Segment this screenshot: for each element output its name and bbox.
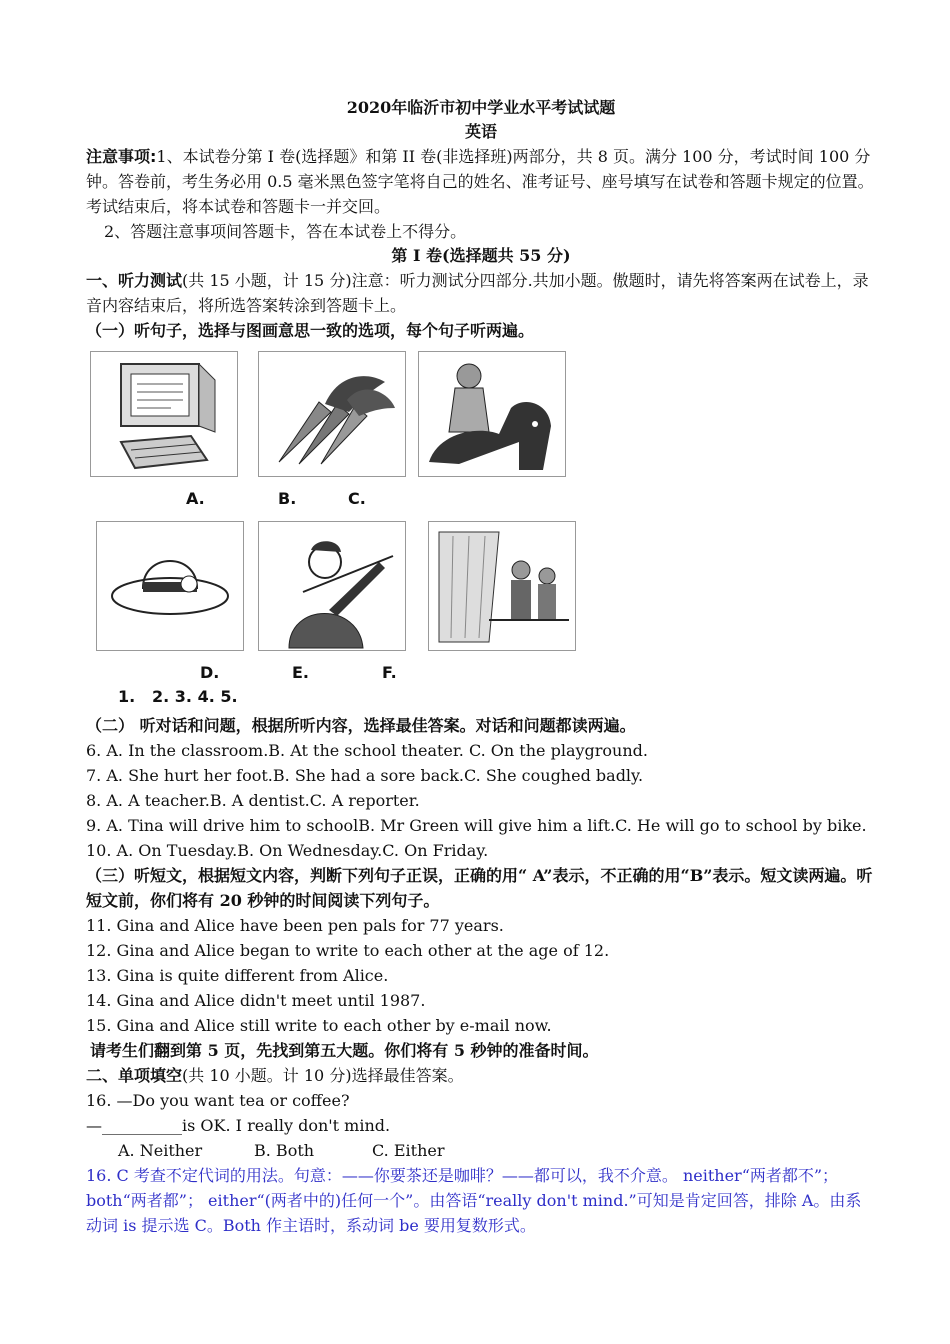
notice-text: 1、本试卷分第 I 卷(选择题》和第 II 卷(非选择班)两部分，共 8 页。满分 100 分，考试时间 100 分钟。答卷前，考生务必用 0.5 毫米黑色签字笔将自己的姓名、准考证号、座号填写在试卷和答题卡规定的位置。考试结束后，将本试卷和答题卡一并交回。 [86, 147, 874, 216]
part1-heading: 第 I 卷(选择题共 55 分) [391, 246, 571, 265]
label-d: D. [200, 663, 220, 682]
notice-label: 注意事项: [86, 147, 157, 166]
label-e: E. [292, 663, 310, 682]
exam-page [86, 96, 876, 1238]
section2-text: (共 10 小题。计 10 分)选择最佳答案。 [182, 1066, 464, 1085]
question-number-1: 1. [118, 687, 136, 706]
picture-grid [86, 343, 876, 713]
turn-page-note: 请考生们翻到第 5 页，先找到第五大题。你们将有 5 秒钟的准备时间。 [90, 1041, 599, 1060]
picture-hat [96, 521, 244, 651]
question-6: 6. A. In the classroom.B. At the school theater. C. On the playground. [86, 741, 648, 760]
horse-rider-icon [419, 352, 565, 476]
subsection1-instruction: （一）听句子，选择与图画意思一致的选项，每个句子听两遍。 [86, 321, 535, 340]
option-b: B. Both [254, 1141, 315, 1160]
section1-text: (共 15 小题，计 15 分)注意：听力测试分四部分.共加小题。傲题时，请先将答案两在试卷上，录音内容结束后，将所选答案转涂到答题卡上。 [86, 271, 869, 315]
option-a: A. Neither [118, 1141, 203, 1160]
carrots-icon [259, 352, 405, 476]
picture-carrots [258, 351, 406, 477]
question-16-options [86, 1138, 876, 1163]
answer-16-explanation: 16. C 考查不定代词的用法。句意：——你要茶还是咖啡？——都可以，我不介意。 neither“两者都不”； both“两者都”； either“(两者中的)任何一个”。由答语“really don't mind.”可知是肯定回答，排除 A。由系动词 is 提示选 C。Both 作主语时，系动词 be 要用复数形式。 [86, 1166, 862, 1235]
notice-paragraph [86, 144, 876, 219]
picture-violin-player [258, 521, 406, 651]
computer-icon [91, 352, 237, 476]
label-b: B. [278, 489, 297, 508]
question-numbers-2-5: 2. 3. 4. 5. [152, 687, 238, 706]
section1-label: 一、听力测试 [86, 271, 183, 290]
exam-title: 2020年临沂市初中学业水平考试试题 [346, 98, 616, 117]
exam-subject: 英语 [464, 122, 497, 141]
question-16-line2: —__________is OK. I really don't mind. [86, 1116, 391, 1135]
hat-icon [97, 522, 243, 650]
subsection2-instruction: （二） 听对话和问题，根据所听内容，选择最佳答案。对话和问题都读两遍。 [86, 716, 636, 735]
question-15: 15. Gina and Alice still write to each other by e-mail now. [86, 1016, 552, 1035]
section2-label: 二、单项填空 [86, 1066, 183, 1085]
label-f: F. [382, 663, 397, 682]
violin-player-icon [259, 522, 405, 650]
question-7: 7. A. She hurt her foot.B. She had a sore back.C. She coughed badly. [86, 766, 644, 785]
waterfall-people-icon [429, 522, 575, 650]
notice-item-2: 2、答题注意事项间答题卡，答在本试卷上不得分。 [104, 222, 467, 241]
picture-waterfall-people [428, 521, 576, 651]
question-12: 12. Gina and Alice began to write to each other at the age of 12. [86, 941, 610, 960]
question-16-line1: 16. —Do you want tea or coffee? [86, 1091, 350, 1110]
question-13: 13. Gina is quite different from Alice. [86, 966, 389, 985]
subsection3-instruction: （三）听短文，根据短文内容，判断下列句子正误，正确的用“ A”表示，不正确的用“B”表示。短文读两遍。听短文前，你们将有 20 秒钟的时间阅读下列句子。 [86, 866, 873, 910]
question-10: 10. A. On Tuesday.B. On Wednesday.C. On Friday. [86, 841, 489, 860]
question-14: 14. Gina and Alice didn't meet until 1987. [86, 991, 426, 1010]
picture-horse-rider [418, 351, 566, 477]
question-11: 11. Gina and Alice have been pen pals for 77 years. [86, 916, 504, 935]
label-a: A. [186, 489, 205, 508]
picture-computer [90, 351, 238, 477]
option-c: C. Either [372, 1141, 445, 1160]
question-9: 9. A. Tina will drive him to schoolB. Mr Green will give him a lift.C. He will go to school by bike. [86, 816, 867, 835]
label-c: C. [348, 489, 366, 508]
question-8: 8. A. A teacher.B. A dentist.C. A reporter. [86, 791, 420, 810]
section1-intro [86, 268, 876, 318]
section2-intro [86, 1063, 876, 1088]
